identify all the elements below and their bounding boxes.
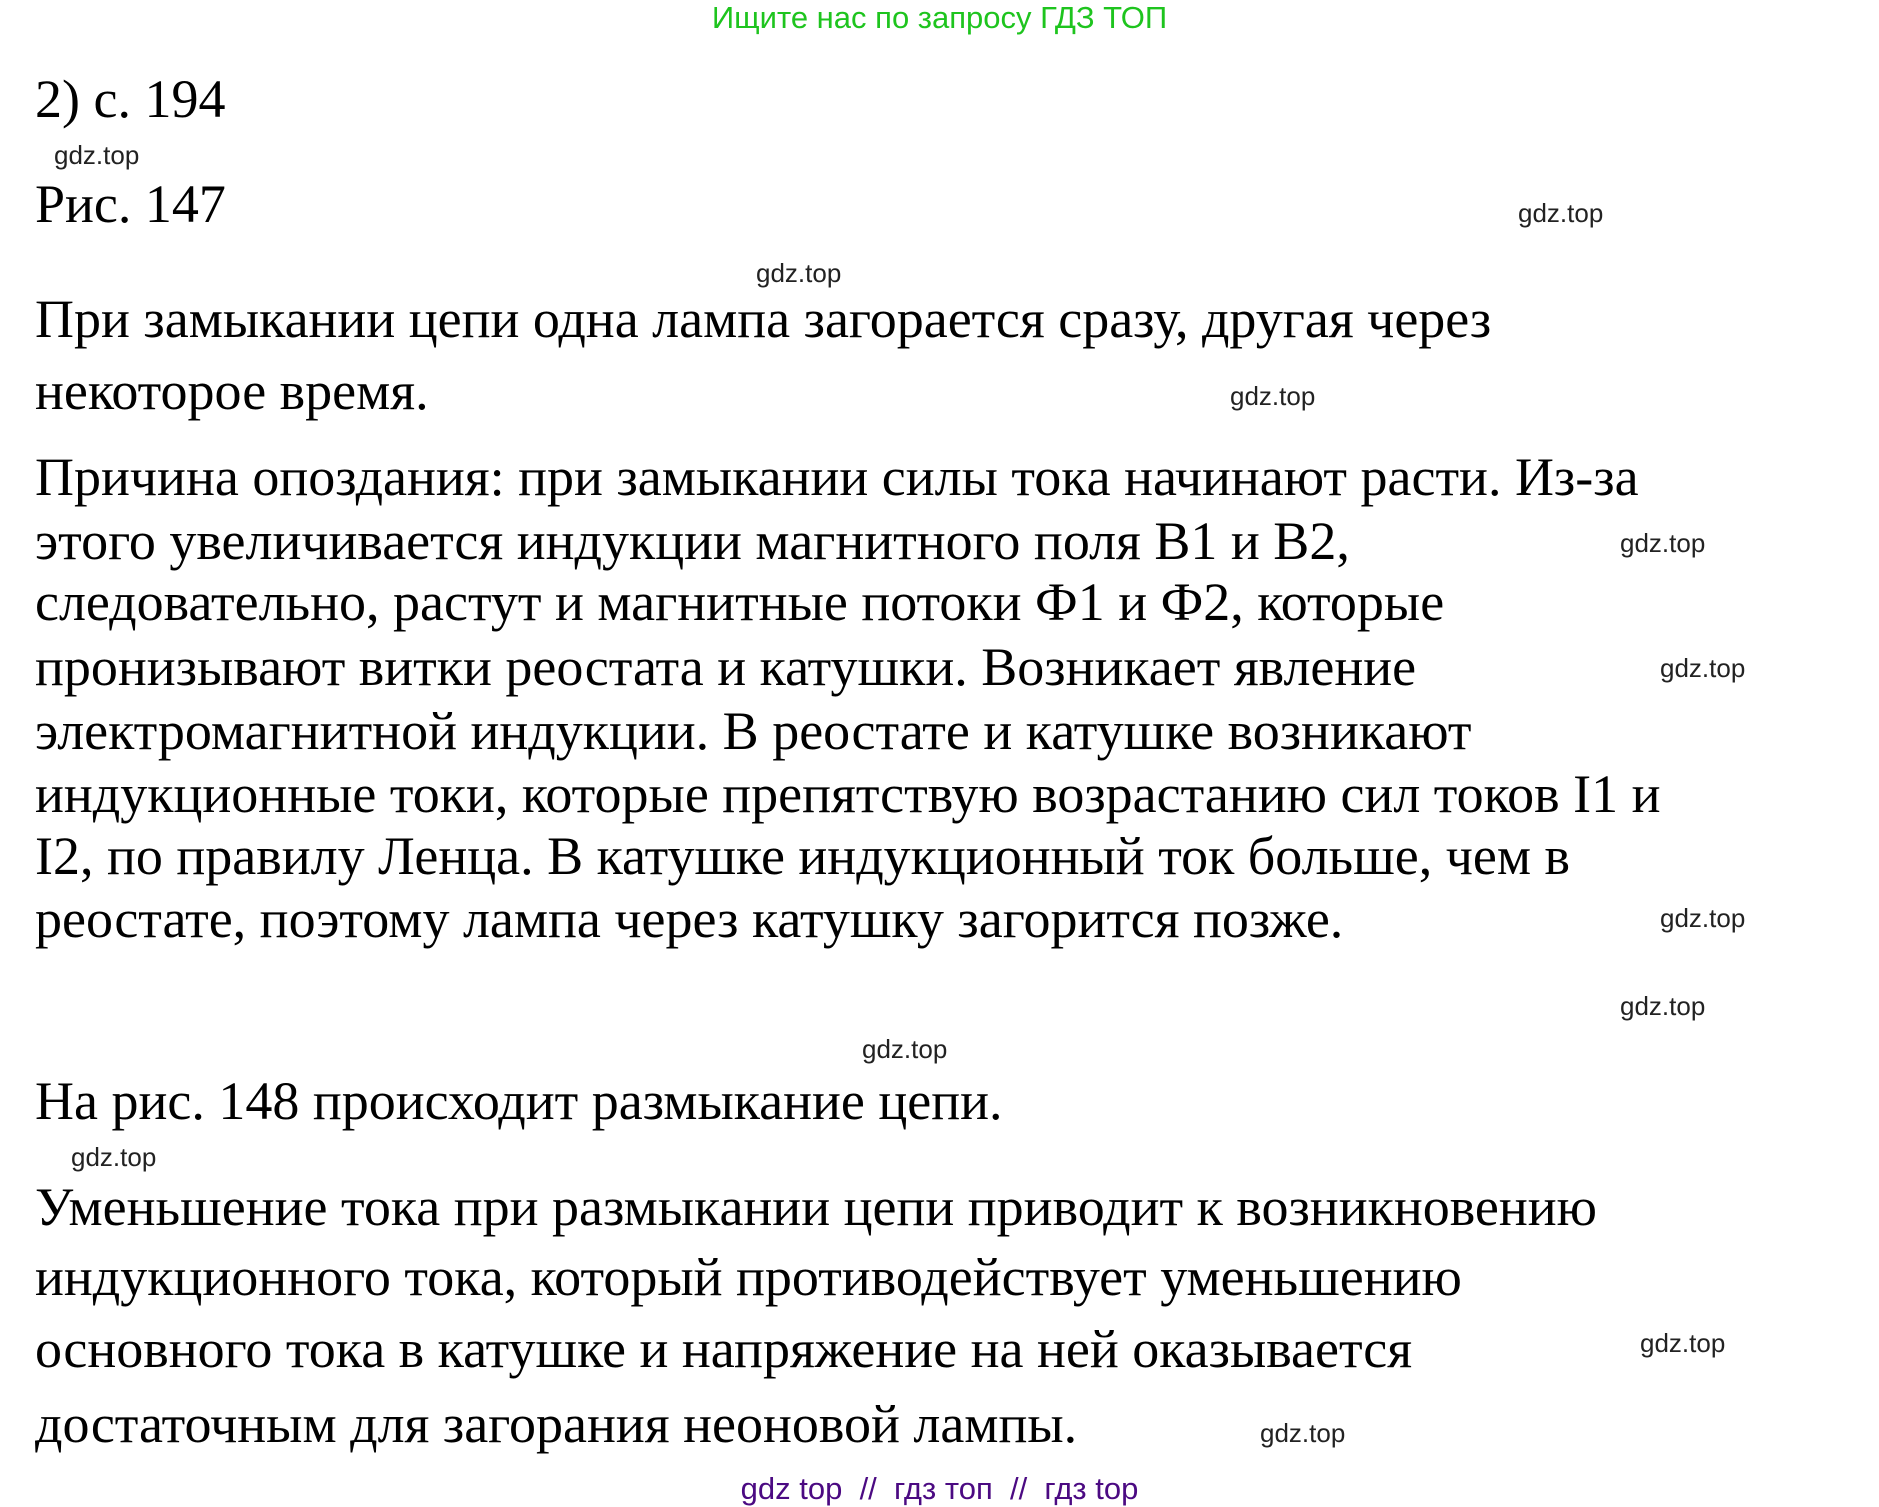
watermark: gdz.top [1660,903,1746,933]
watermark: gdz.top [756,258,842,288]
text-line: достаточным для загорания неоновой лампы. [35,1394,1078,1454]
text-line: следовательно, растут и магнитные потоки Ф1 и Ф2, которые [35,572,1445,632]
watermark: gdz.top [1620,528,1706,558]
text-line: некоторое время. [35,361,429,421]
text-line: При замыкании цепи одна лампа загорается сразу, другая через [35,289,1492,349]
text-line: Уменьшение тока при размыкании цепи приводит к возникновению [35,1177,1598,1237]
text-line: индукционные токи, которые препятствую возрастанию сил токов I1 и [35,764,1661,824]
watermark: gdz.top [1230,381,1316,411]
watermark: gdz.top [1660,653,1746,683]
watermark: gdz.top [1518,198,1604,228]
watermark: gdz.top [1260,1418,1346,1448]
text-line: этого увеличивается индукции магнитного поля B1 и B2, [35,511,1350,571]
text-line: Причина опоздания: при замыкании силы тока начинают расти. Из-за [35,447,1639,507]
text-line: пронизывают витки реостата и катушки. Возникает явление [35,637,1417,697]
watermark: gdz.top [862,1034,948,1064]
watermark: gdz.top [1640,1328,1726,1358]
search-hint-banner: Ищите нас по запросу ГДЗ ТОП [711,0,1168,35]
text-line: индукционного тока, который противодействует уменьшению [35,1247,1462,1307]
watermark: gdz.top [54,140,140,170]
watermark: gdz.top [1620,991,1706,1021]
figure-reference: Рис. 147 [35,174,226,234]
text-line: электромагнитной индукции. В реостате и катушке возникают [35,701,1472,761]
page-reference: 2) с. 194 [35,69,226,129]
watermark: gdz.top [71,1142,157,1172]
text-line: реостате, поэтому лампа через катушку загорится позже. [35,889,1344,949]
footer-watermark: gdz top // гдз топ // гдз top [740,1471,1139,1506]
text-line: I2, по правилу Ленца. В катушке индукционный ток больше, чем в [35,826,1570,886]
text-line: основного тока в катушке и напряжение на ней оказывается [35,1319,1413,1379]
text-line: На рис. 148 происходит размыкание цепи. [35,1071,1003,1131]
